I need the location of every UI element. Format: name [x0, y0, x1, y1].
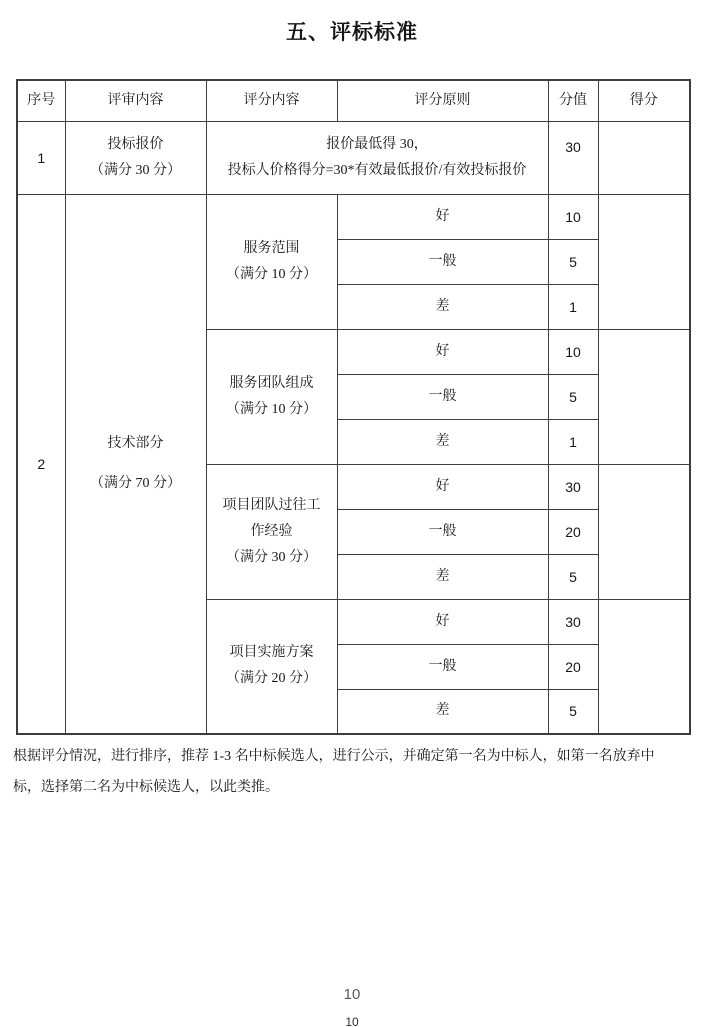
score-cell	[598, 329, 690, 464]
index-cell: 1	[17, 121, 65, 194]
value-cell: 10	[548, 329, 598, 374]
principle-cell	[206, 121, 548, 194]
value-cell: 20	[548, 509, 598, 554]
review-content-cell	[65, 121, 206, 194]
review-content-line: 投标报价	[107, 136, 164, 152]
scoring-content-name: 项目团队过往工作经验	[222, 497, 321, 539]
principle-line: 报价最低得 30，	[326, 136, 428, 152]
scoring-content-name: 服务团队组成	[229, 375, 314, 391]
value-cell: 20	[548, 644, 598, 689]
page-number: 10	[343, 986, 361, 1003]
score-cell	[598, 464, 690, 599]
grade-cell: 差	[337, 689, 548, 734]
table-row	[17, 121, 690, 194]
scoring-content-max: （满分 10 分）	[226, 266, 317, 282]
value-cell: 5	[548, 689, 598, 734]
value-cell: 30	[548, 121, 598, 194]
scoring-content-cell	[206, 194, 337, 329]
score-cell	[598, 121, 690, 194]
header-index: 序号	[17, 80, 65, 121]
grade-cell: 一般	[337, 239, 548, 284]
value-cell: 30	[548, 599, 598, 644]
review-content-line: 技术部分	[107, 435, 164, 451]
scoring-content-max: （满分 20 分）	[226, 671, 317, 687]
header-review-content: 评审内容	[65, 80, 206, 121]
value-cell: 5	[548, 239, 598, 284]
value-cell: 5	[548, 554, 598, 599]
value-cell: 1	[548, 284, 598, 329]
grade-cell: 差	[337, 284, 548, 329]
header-score: 得分	[598, 80, 690, 121]
table-row	[17, 194, 690, 239]
grade-cell: 差	[337, 419, 548, 464]
grade-cell: 好	[337, 329, 548, 374]
review-content-line: （满分 70 分）	[90, 475, 181, 491]
score-cell	[598, 194, 690, 329]
grade-cell: 一般	[337, 509, 548, 554]
scoring-content-name: 项目实施方案	[229, 645, 314, 661]
grade-cell: 一般	[337, 374, 548, 419]
scoring-content-cell	[206, 599, 337, 734]
table-header-row	[17, 80, 690, 121]
scoring-content-max: （满分 30 分）	[226, 549, 317, 565]
value-cell: 30	[548, 464, 598, 509]
review-content-line: （满分 30 分）	[90, 162, 181, 178]
value-cell: 10	[548, 194, 598, 239]
principle-line: 投标人价格得分=30*有效最低报价/有效投标报价	[227, 162, 527, 178]
value-cell: 5	[548, 374, 598, 419]
page-number-secondary: 10	[345, 1015, 359, 1027]
scoring-content-name: 服务范围	[243, 240, 300, 256]
ranking-note-line: 根据评分情况，进行排序，推荐 1-3 名中标候选人，进行公示，并确定第一名为中标人，如第一名放弃中	[13, 749, 655, 764]
header-scoring-principle: 评分原则	[337, 80, 548, 121]
review-content-cell	[65, 194, 206, 734]
score-cell	[598, 599, 690, 734]
index-cell: 2	[17, 194, 65, 734]
value-cell: 1	[548, 419, 598, 464]
grade-cell: 一般	[337, 644, 548, 689]
header-scoring-content: 评分内容	[206, 80, 337, 121]
grade-cell: 差	[337, 554, 548, 599]
ranking-note-line: 标，选择第二名为中标候选人，以此类推。	[13, 780, 279, 795]
scoring-content-cell	[206, 464, 337, 599]
evaluation-table	[16, 79, 691, 735]
ranking-note	[13, 741, 698, 803]
grade-cell: 好	[337, 599, 548, 644]
scoring-content-max: （满分 10 分）	[226, 401, 317, 417]
grade-cell: 好	[337, 464, 548, 509]
grade-cell: 好	[337, 194, 548, 239]
header-score-value: 分值	[548, 80, 598, 121]
page-title: 五、评标标准	[286, 20, 418, 44]
scoring-content-cell	[206, 329, 337, 464]
